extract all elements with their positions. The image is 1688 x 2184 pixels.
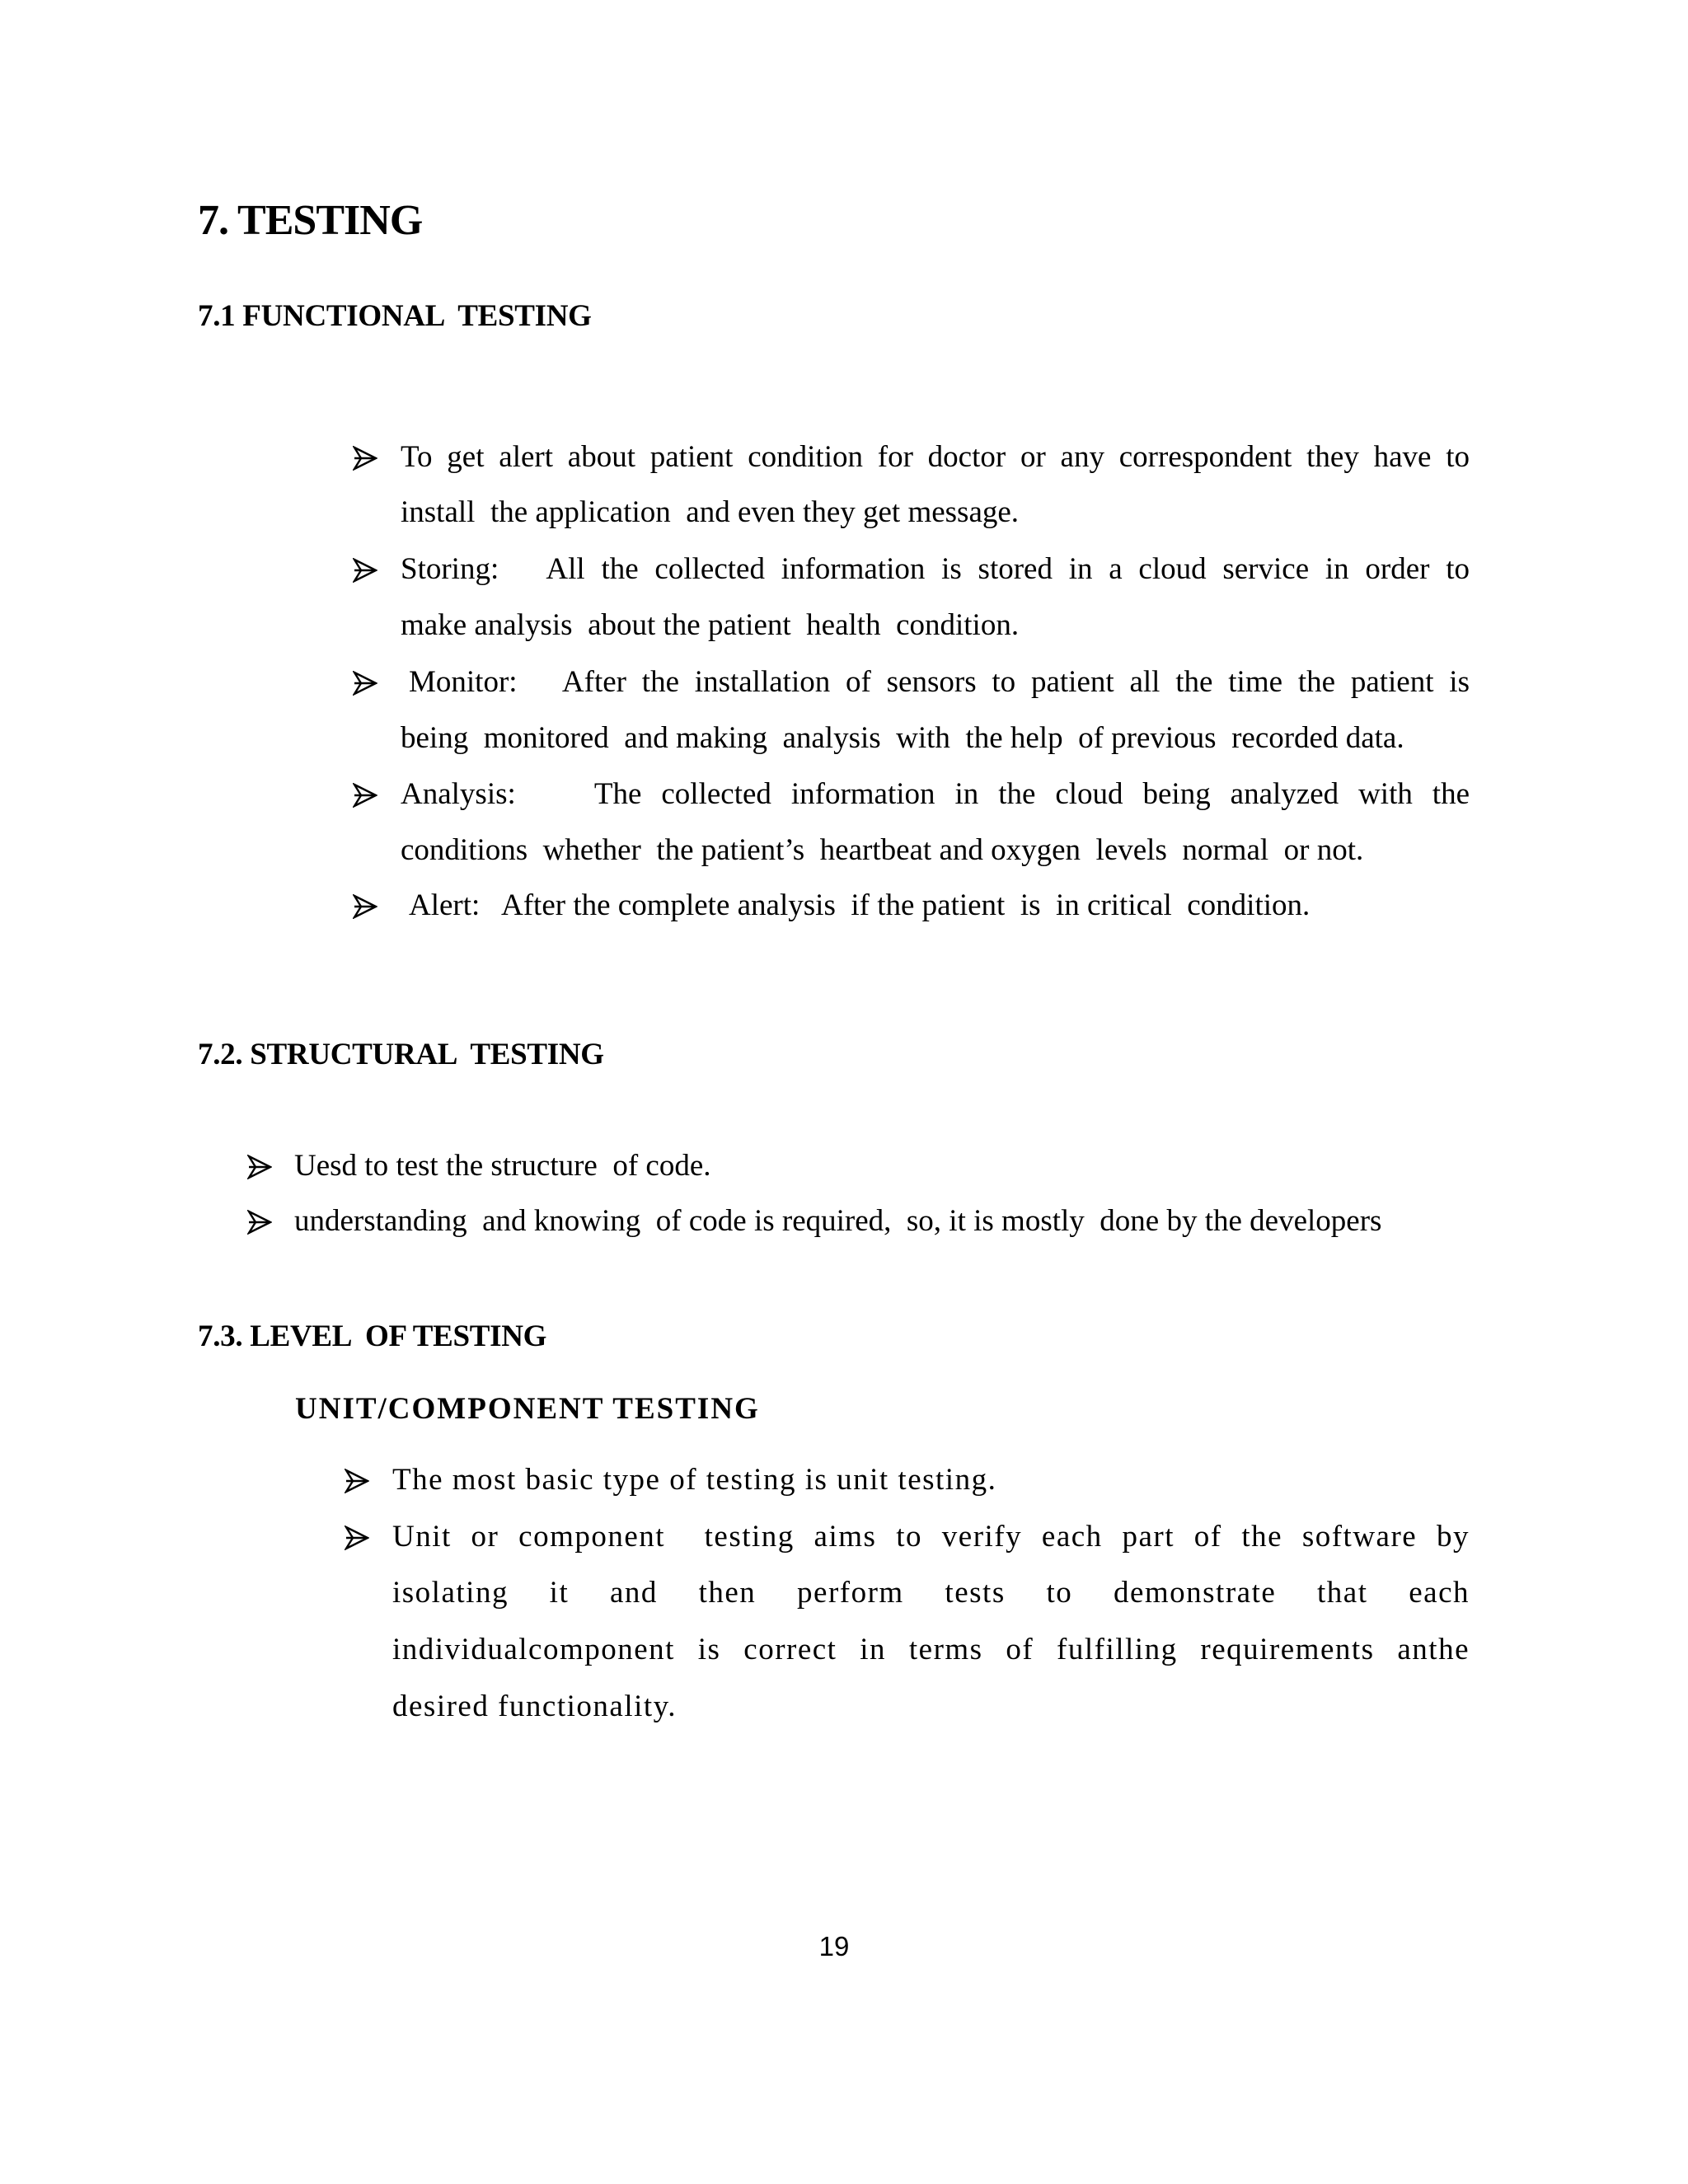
- functional-line: conditions whether the patient’s heartbeat and oxygen levels normal or not.: [401, 833, 1364, 867]
- arrowhead-bullet-icon: [353, 894, 377, 919]
- arrowhead-bullet-icon: [345, 1526, 369, 1550]
- section-heading-structural: 7.2. STRUCTURAL TESTING: [198, 1038, 604, 1071]
- functional-line: make analysis about the patient health condition.: [401, 608, 1020, 642]
- functional-line: Analysis: The collected information in the cloud being analyzed with the: [401, 777, 1470, 811]
- page-number: 19: [818, 1931, 850, 1961]
- section-heading-levels: 7.3. LEVEL OF TESTING: [198, 1319, 547, 1353]
- section-heading-functional: 7.1 FUNCTIONAL TESTING: [198, 299, 592, 333]
- functional-line: Alert: After the complete analysis if the patient is in critical condition.: [409, 888, 1311, 922]
- arrowhead-bullet-icon: [353, 446, 377, 471]
- arrowhead-bullet-icon: [247, 1155, 272, 1179]
- levels-line: individualcomponent is correct in terms of fulfilling requirements anthe: [392, 1633, 1470, 1666]
- structural-item: understanding and knowing of code is required, so, it is mostly done by the developers: [294, 1204, 1382, 1238]
- functional-line: To get alert about patient condition for doctor or any correspondent they have to: [401, 440, 1470, 474]
- functional-line: Storing: All the collected information is stored in a cloud service in order to: [401, 552, 1470, 586]
- functional-line: being monitored and making analysis with the help of previous recorded data.: [401, 721, 1404, 755]
- functional-line: Monitor: After the installation of sensors to patient all the time the patient is: [409, 665, 1470, 699]
- chapter-title: 7. TESTING: [198, 197, 423, 244]
- subheading-unit-component: UNIT/COMPONENT TESTING: [295, 1392, 760, 1426]
- levels-line: The most basic type of testing is unit testing.: [392, 1463, 997, 1497]
- functional-line: install the application and even they get message.: [401, 495, 1020, 529]
- arrowhead-bullet-icon: [353, 783, 377, 808]
- structural-item: Uesd to test the structure of code.: [294, 1149, 711, 1183]
- levels-line: isolating it and then perform tests to demonstrate that each: [392, 1576, 1470, 1610]
- arrowhead-bullet-icon: [247, 1210, 272, 1235]
- arrowhead-bullet-icon: [345, 1469, 369, 1493]
- arrowhead-bullet-icon: [353, 558, 377, 583]
- arrowhead-bullet-icon: [353, 671, 377, 696]
- levels-line: desired functionality.: [392, 1690, 678, 1723]
- levels-line: Unit or component testing aims to verify each part of the software by: [392, 1520, 1470, 1554]
